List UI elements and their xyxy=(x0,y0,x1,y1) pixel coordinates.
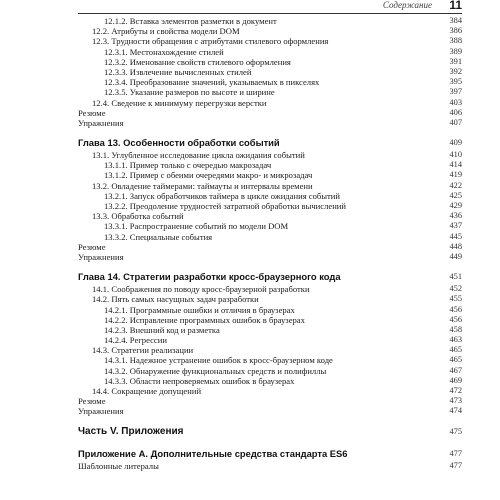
toc-entry-page: 425 xyxy=(449,190,462,200)
page-number: 11 xyxy=(449,0,462,12)
toc-entry-page: 452 xyxy=(449,284,462,294)
toc-entry xyxy=(78,16,462,26)
toc-entry-page: 436 xyxy=(449,211,462,221)
toc-entry xyxy=(78,335,462,345)
toc-entry xyxy=(78,355,462,365)
toc-entry-title: 13.1. Углубленное исследование цикла ожидания событий xyxy=(92,150,305,161)
toc-entry-title: Упражнения xyxy=(78,251,124,262)
toc-entry-title: Резюме xyxy=(78,396,106,407)
toc-entry xyxy=(78,57,462,67)
toc-entry-title: 13.1.1. Пример только с очередью макрозадач xyxy=(104,160,272,171)
toc-entry-page: 414 xyxy=(449,160,462,170)
toc-entry-title: 14.3. Стратегии реализации xyxy=(92,345,194,356)
toc-entry-page: 451 xyxy=(449,272,462,282)
toc-entry-title: 13.3.2. Специальные события xyxy=(104,231,213,242)
toc-entry-title: 14.2.4. Регрессии xyxy=(104,335,167,346)
toc-entry xyxy=(78,191,462,201)
toc-entry-title: 12.3.5. Указание размеров по высоте и ширине xyxy=(104,87,275,98)
toc-entry xyxy=(78,294,462,304)
toc-entry-title: 12.1.2. Вставка элементов разметки в документ xyxy=(104,16,277,26)
toc-entry-title: Приложение А. Дополнительные средства стандарта ES6 xyxy=(78,447,348,459)
toc-entry xyxy=(78,150,462,160)
toc-entry-page: 475 xyxy=(449,426,462,436)
toc-entry-title: Упражнения xyxy=(78,117,124,128)
toc-entry xyxy=(78,36,462,46)
toc-entry-title: 14.2. Пять самых насущных задач разработки xyxy=(92,294,259,305)
toc-entry-page: 474 xyxy=(449,406,462,416)
toc-entry-page: 473 xyxy=(449,396,462,406)
toc-entry-page: 467 xyxy=(449,365,462,375)
toc-entry xyxy=(78,305,462,315)
toc-entry-title: Резюме xyxy=(78,241,106,252)
toc-entry-page: 391 xyxy=(449,56,462,66)
toc-entry xyxy=(78,26,462,36)
toc-entry xyxy=(78,396,462,406)
section-gap xyxy=(78,417,462,425)
toc-part-heading xyxy=(78,425,462,439)
toc-entry xyxy=(78,211,462,221)
toc-entry-page: 463 xyxy=(449,335,462,345)
toc-entry xyxy=(78,376,462,386)
toc-entry-page: 455 xyxy=(449,294,462,304)
toc-entry-page: 445 xyxy=(449,231,462,241)
toc-entry-title: Резюме xyxy=(78,107,106,118)
toc-chapter-heading xyxy=(78,270,462,284)
toc-entry-page: 422 xyxy=(449,180,462,190)
toc-entry-page: 465 xyxy=(449,345,462,355)
toc-entry-page: 429 xyxy=(449,201,462,210)
toc-entry-page: 410 xyxy=(449,150,462,160)
toc-entry-page: 403 xyxy=(449,97,462,107)
toc-entry xyxy=(78,67,462,77)
toc-entry-page: 437 xyxy=(449,221,462,231)
toc-entry-page: 477 xyxy=(449,460,462,470)
toc-entry-title: 12.4. Сведение к минимуму перегрузки верстки xyxy=(92,97,267,108)
toc-entry-title: Упражнения xyxy=(78,406,124,417)
running-head-title: Содержание xyxy=(382,0,432,10)
toc-entry-page: 406 xyxy=(449,107,462,117)
toc-entry-page: 395 xyxy=(449,77,462,87)
toc-entry xyxy=(78,366,462,376)
toc-entry-page: 389 xyxy=(449,46,462,56)
section-gap xyxy=(78,262,462,270)
toc-entry-page: 388 xyxy=(449,36,462,46)
toc-entry-page: 384 xyxy=(449,16,462,25)
toc-entry xyxy=(78,284,462,294)
toc-entry-title: 12.3.4. Преобразование значений, указываемых в пикселях xyxy=(104,77,320,88)
section-gap xyxy=(78,128,462,136)
toc-entry-title: 13.3.1. Распространение событий по модели DOM xyxy=(104,221,289,232)
toc-entry-page: 456 xyxy=(449,314,462,324)
toc-entry xyxy=(78,345,462,355)
toc-entry xyxy=(78,325,462,335)
table-of-contents xyxy=(78,16,462,471)
toc-entry-page: 465 xyxy=(449,355,462,365)
toc-entry xyxy=(78,98,462,108)
toc-entry-page: 392 xyxy=(449,66,462,76)
toc-entry-page: 407 xyxy=(449,117,462,127)
toc-entry-title: 12.3.3. Извлечение вычисленных стилей xyxy=(104,66,252,77)
toc-entry xyxy=(78,87,462,97)
toc-entry-page: 419 xyxy=(449,170,462,180)
toc-entry xyxy=(78,406,462,416)
toc-entry-title: 12.2. Атрибуты и свойства модели DOM xyxy=(92,26,240,37)
toc-entry-page: 458 xyxy=(449,324,462,334)
toc-entry xyxy=(78,181,462,191)
toc-entry-title: 12.3. Трудности обращения с атрибутами стилевого оформления xyxy=(92,36,329,47)
toc-entry-page: 449 xyxy=(449,251,462,261)
toc-entry xyxy=(78,315,462,325)
toc-entry-title: 12.3.1. Местонахождение стилей xyxy=(104,46,224,57)
toc-entry-page: 469 xyxy=(449,375,462,385)
toc-entry-title: 14.3.3. Области непроверяемых ошибок в браузерах xyxy=(104,375,295,386)
toc-entry xyxy=(78,201,462,211)
toc-entry xyxy=(78,47,462,57)
toc-entry xyxy=(78,252,462,262)
toc-entry-title: 14.3.2. Обнаружение функциональных средств и полифиллы xyxy=(104,365,327,376)
toc-entry-title: 12.3.2. Именование свойств стилевого оформления xyxy=(104,56,291,67)
toc-entry-page: 472 xyxy=(449,386,462,395)
toc-entry xyxy=(78,118,462,128)
toc-entry-page: 409 xyxy=(449,138,462,148)
toc-entry-title: Часть V. Приложения xyxy=(78,425,184,437)
toc-entry-title: 13.2.2. Преодоление трудностей затратной обработки вычислений xyxy=(104,201,346,211)
toc-entry-page: 477 xyxy=(449,448,462,458)
toc-entry-title: 13.2. Овладение таймерами: таймауты и интервалы времени xyxy=(92,180,313,191)
toc-entry xyxy=(78,160,462,170)
toc-entry xyxy=(78,242,462,252)
toc-chapter-heading xyxy=(78,447,462,461)
toc-entry-title: 14.4. Сокращение допущений xyxy=(92,386,202,396)
toc-entry xyxy=(78,170,462,180)
toc-entry-title: 13.1.2. Пример с обеими очередями макро- и микрозадач xyxy=(104,170,313,181)
toc-entry-title: 14.2.3. Внешний код и разметка xyxy=(104,324,220,335)
toc-entry-page: 386 xyxy=(449,26,462,36)
toc-entry-title: 14.1. Соображения по поводу кросс-браузерной разработки xyxy=(92,284,310,295)
toc-entry-page: 397 xyxy=(449,87,462,97)
toc-entry xyxy=(78,461,462,471)
toc-entry-title: 13.2.1. Запуск обработчиков таймера в цикле ожидания событий xyxy=(104,190,341,201)
toc-entry-title: 14.3.1. Надежное устранение ошибок в кросс-браузерном коде xyxy=(104,355,333,366)
toc-entry xyxy=(78,386,462,396)
toc-entry xyxy=(78,232,462,242)
section-gap xyxy=(78,439,462,447)
toc-entry-title: Шаблонные литералы xyxy=(78,460,159,471)
toc-entry xyxy=(78,108,462,118)
running-head xyxy=(78,0,462,14)
toc-entry xyxy=(78,77,462,87)
toc-entry-page: 448 xyxy=(449,241,462,251)
toc-chapter-heading xyxy=(78,136,462,150)
toc-entry-title: Глава 14. Стратегии разработки кросс-браузерного кода xyxy=(78,271,341,283)
toc-entry-title: 14.2.1. Программные ошибки и отличия в браузерах xyxy=(104,304,295,315)
toc-entry-title: 14.2.2. Исправление программных ошибок в браузерах xyxy=(104,314,305,325)
toc-entry-title: 13.3. Обработка событий xyxy=(92,211,184,222)
toc-entry-title: Глава 13. Особенности обработки событий xyxy=(78,137,280,149)
toc-entry xyxy=(78,221,462,231)
toc-entry-page: 456 xyxy=(449,304,462,314)
